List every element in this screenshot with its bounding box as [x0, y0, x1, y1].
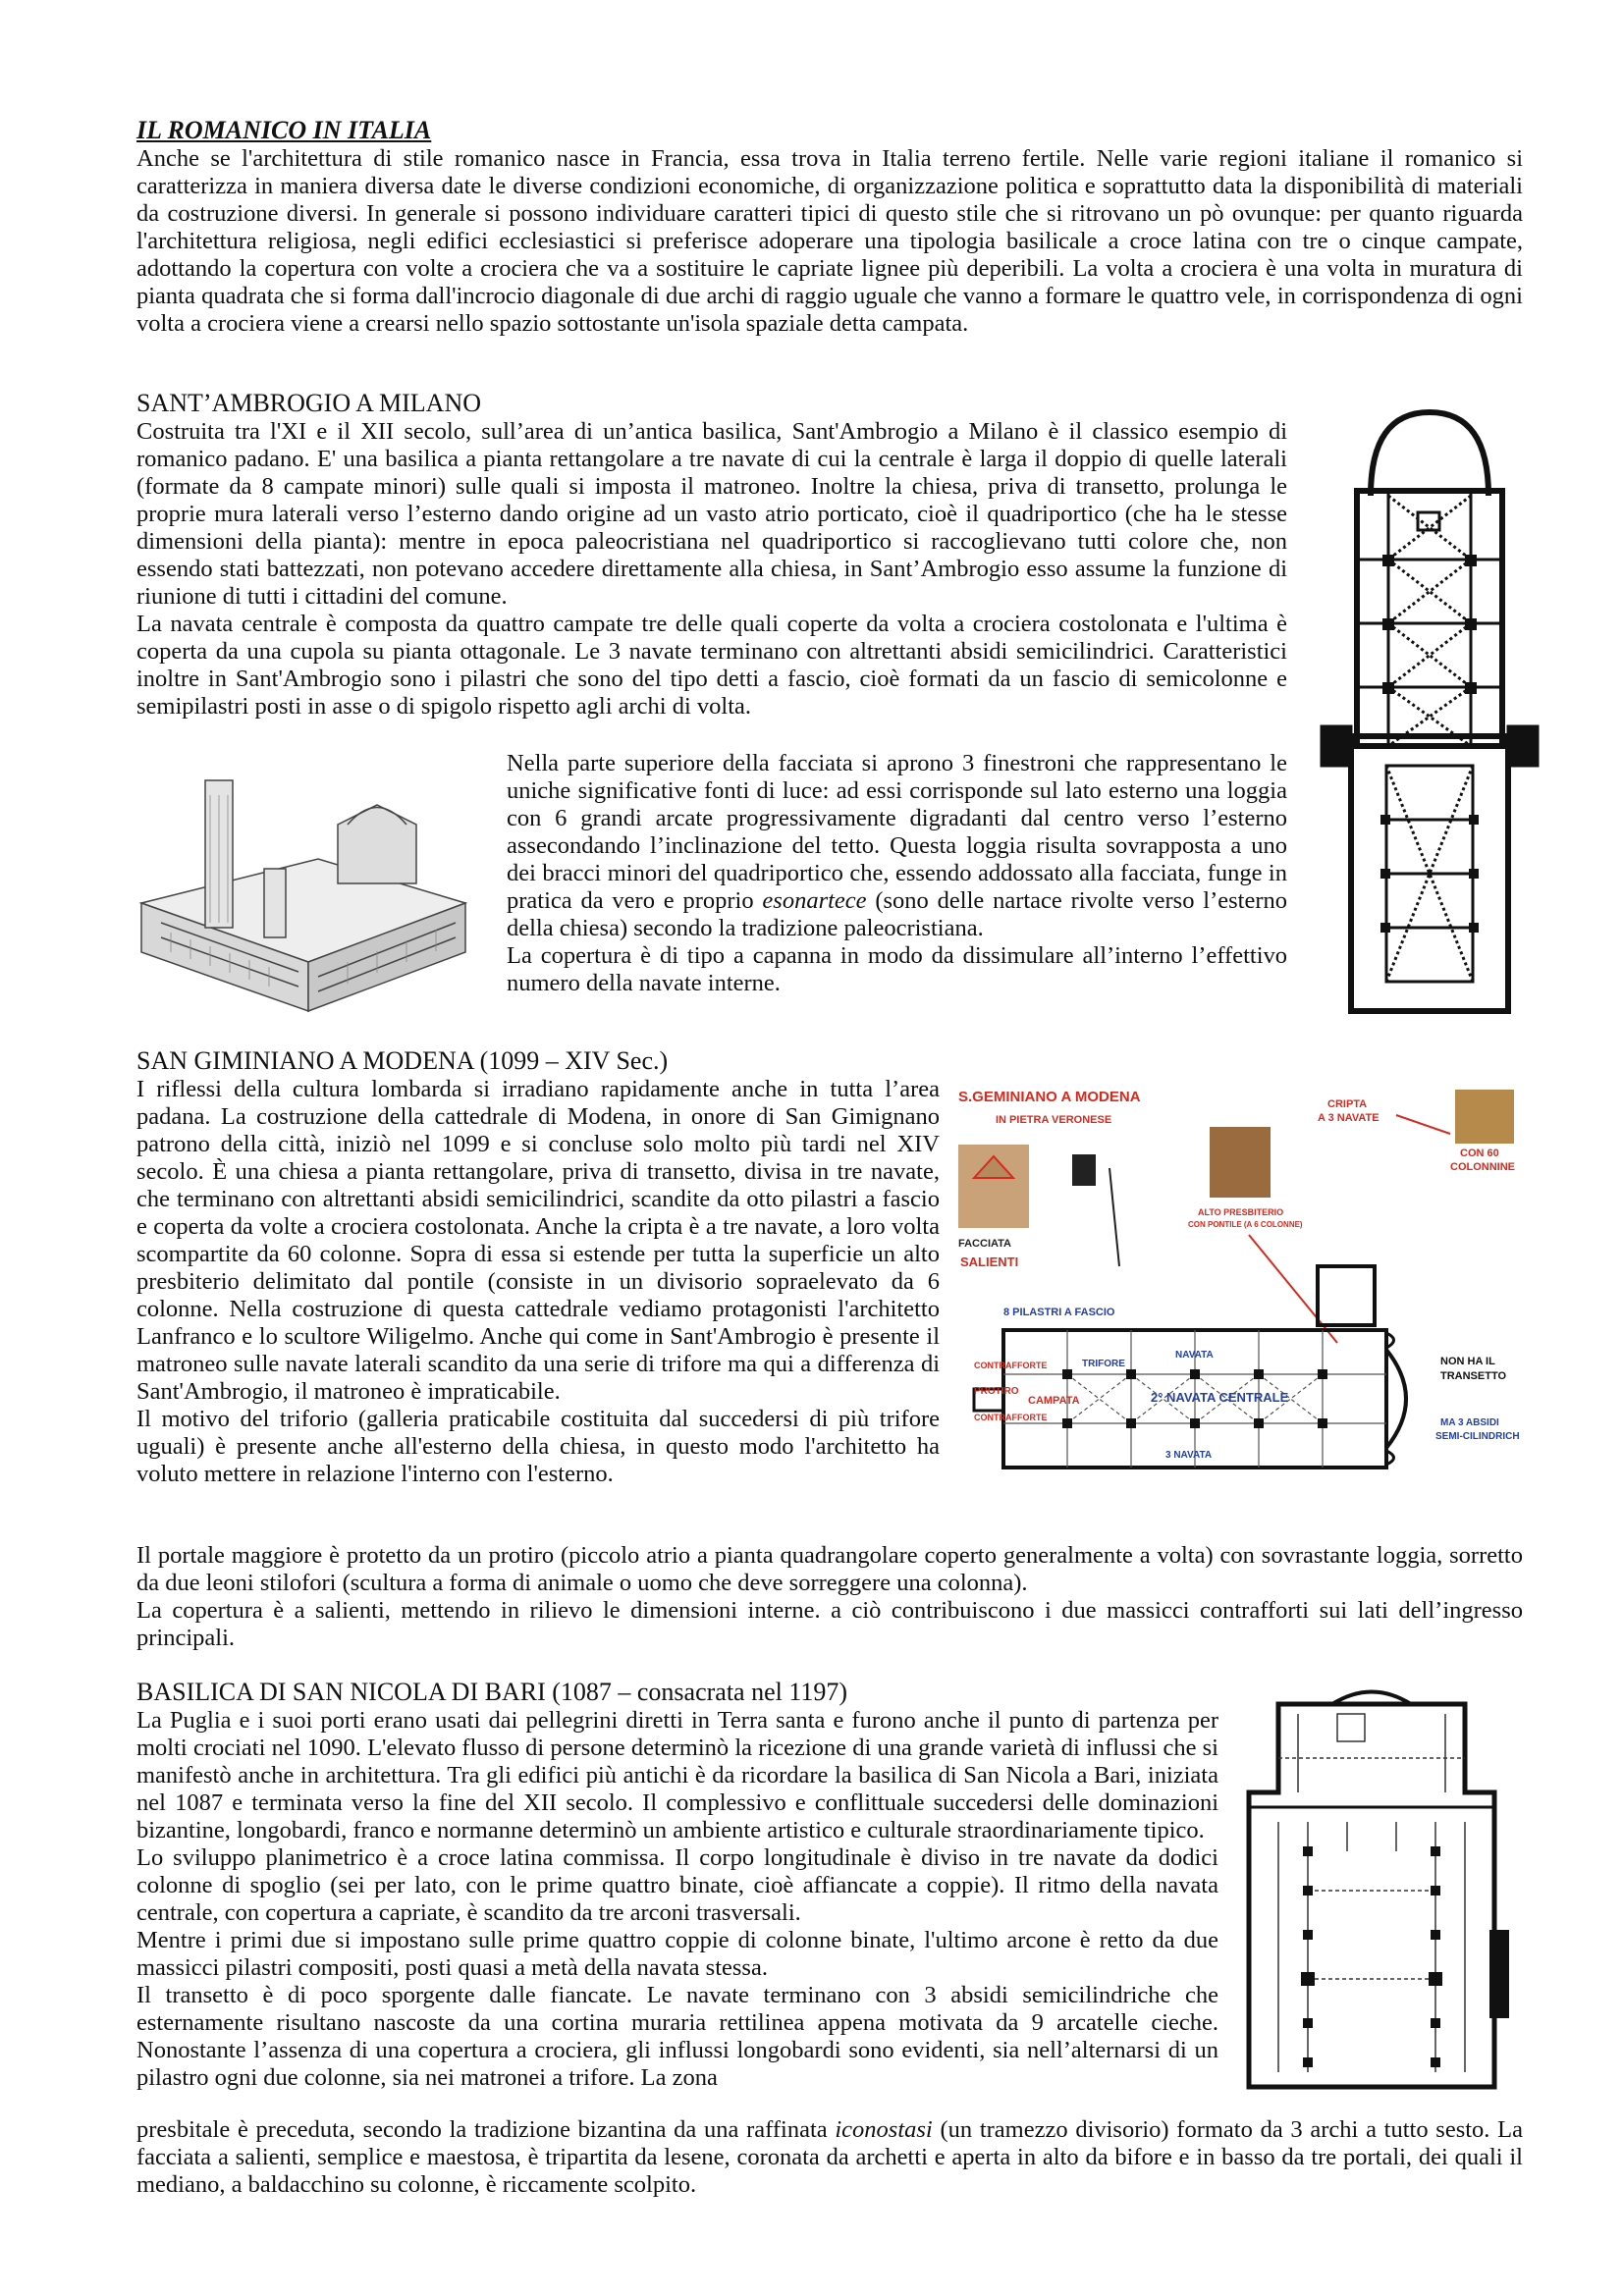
sculpture-photo [1072, 1154, 1096, 1186]
section-title: SANT’AMBROGIO A MILANO [136, 389, 482, 417]
fig-subtitle: IN PIETRA VERONESE [996, 1114, 1112, 1126]
section-title: IL ROMANICO IN ITALIA [136, 116, 432, 144]
label-absidi: MA 3 ABSIDI [1440, 1417, 1499, 1428]
presbytery-photo [1210, 1127, 1271, 1198]
santambrogio-plan-figure [1312, 402, 1547, 1019]
label-pilastri: 8 PILASTRI A FASCIO [1003, 1307, 1115, 1318]
label-transetto: TRANSETTO [1440, 1370, 1507, 1382]
label-navata-centrale: 2° NAVATA CENTRALE [1151, 1390, 1289, 1405]
paragraph: Mentre i primi due si impostano sulle prime quattro coppie di colonne binate, l'ultimo arcone è retto da due massicci pilastri compositi, posti quasi a metà della navata stessa. [136, 1927, 1218, 1981]
label-colonnine: COLONNINE [1450, 1161, 1515, 1173]
crypt-photo [1455, 1090, 1514, 1144]
section-modena [136, 1046, 940, 1488]
section-romanico-italia [136, 116, 1523, 338]
floor-plan-drawing [1239, 1684, 1518, 2097]
section-santambrogio [136, 389, 1287, 721]
paragraph: presbitale è preceduta, secondo la tradizione bizantina da una raffinata iconostasi (un tramezzo divisorio) formato da 3 archi a tutto sesto. La facciata a salienti, semplice e maestosa, è tripartita da lesene, coronata da archetti e aperta in alto da bifore e in basso da tre portali, dei quali il mediano, a baldacchino su colonne, è riccamente scolpito. [136, 2116, 1523, 2198]
section-santambrogio-cont [507, 750, 1287, 997]
label-navata-1: NAVATA [1175, 1350, 1214, 1361]
section-modena-cont [136, 1542, 1523, 1652]
paragraph: Nella parte superiore della facciata si aprono 3 finestroni che rappresentano le uniche significative fonti di luce: ad essi corrisponde sul lato esterno una loggia con 6 grandi arcate progressivamente digradanti dal centro verso l’esterno assecondando l’inclinazione del tetto. Questa loggia risulta sovrapposta a uno dei bracci minori del quadriportico che, essendo addossato alla facciata, funge in pratica da vero e proprio esonartece (sono delle nartace rivolte verso l’esterno della chiesa) secondo la tradizione paleocristiana. [507, 750, 1287, 941]
section-title: SAN GIMINIANO A MODENA (1099 – XIV Sec.) [136, 1046, 669, 1075]
fig-title: S.GEMINIANO A MODENA [958, 1089, 1141, 1105]
label-alto: ALTO PRESBITERIO [1198, 1207, 1284, 1217]
paragraph: Il motivo del triforio (galleria praticabile costituita dal succedersi di più trifore uguali) è presente anche all'esterno della chiesa, in questo modo l'architetto ha voluto mettere in relazione l'interno con l'esterno. [136, 1406, 940, 1487]
paragraph: I riflessi della cultura lombarda si irradiano rapidamente anche in tutta l’area padana. La costruzione della cattedrale di Modena, in onore di San Gimignano patrono della città, iniziò nel 1099 e si concluse solo molto più tardi nel XIV secolo. È una chiesa a pianta rettangolare, priva di transetto, divisa in tre navate, che terminano con altrettanti absidi semicilindrici, scandite da otto pilastri a fascio e coperta da volte a crociera costolonata. Anche la cripta è a tre navate, a loro volta scompartite da 60 colonne. Sopra di essa si estende per tutta la superficie un alto presbiterio delimitato dal pontile (consiste in un divisorio sopraelevato da 6 colonne. Nella costruzione di questa cattedrale vediamo protagonisti l'architetto Lanfranco e lo scultore Wiligelmo. Anche qui come in Sant'Ambrogio è presente il matroneo sulle navate laterali scandito da una serie di trifore ma qui a differenza di Sant'Ambrogio, il matroneo è impraticabile. [136, 1076, 940, 1405]
label-trifore: TRIFORE [1082, 1359, 1125, 1369]
paragraph: La copertura è di tipo a capanna in modo da dissimulare all’interno l’effettivo numero della navate interne. [507, 942, 1287, 996]
paragraph: La navata centrale è composta da quattro campate tre delle quali coperte da volta a crociera costolonata e l'ultima è coperta da una cupola su pianta ottagonale. Le 3 navate terminano con altrettanti absidi semicilindrici. Caratteristici inoltre in Sant'Ambrogio sono i pilastri che sono del tipo detti a fascio, cioè formati da un fascio di semicolonne e semipilastri posti in asse o di spigolo rispetto agli archi di volta. [136, 611, 1287, 720]
label-facciata: FACCIATA [958, 1238, 1011, 1250]
label-campata: CAMPATA [1028, 1395, 1080, 1407]
label-contrafforte-1: CONTRAFFORTE [974, 1361, 1048, 1370]
santambrogio-drawing-figure [112, 766, 483, 1021]
modena-plan-figure [954, 1080, 1524, 1531]
paragraph: Anche se l'architettura di stile romanico nasce in Francia, essa trova in Italia terreno fertile. Nelle varie regioni italiane il romanico si caratterizza in maniera diversa date le diverse condizioni economiche, di organizzazione politica e soprattutto data la disponibilità di materiali da costruzione diversi. In generale si possono individuare caratteri tipici di questo stile che si ritrovano un pò ovunque: per quanto riguarda l'architettura religiosa, negli edifici ecclesiastici si preferisce adoperare una tipologia basilicale a croce latina con tre o cinque campate, adottando la copertura con volte a crociera che va a sostituire le capriate lignee più deperibili. La volta a crociera è una volta in muratura di pianta quadrata che si forma dall'incrocio diagonale di due archi di raggio uguale che vanno a formare le quattro vele, in corrispondenza di ogni volta a crociera viene a crearsi nello spazio sottostante un'isola spaziale detta campata. [136, 145, 1523, 337]
label-non-ha: NON HA IL [1440, 1356, 1495, 1367]
floor-plan-drawing [1312, 402, 1547, 1019]
section-san-nicola [136, 1678, 1218, 2092]
paragraph: Lo sviluppo planimetrico è a croce latina commissa. Il corpo longitudinale è diviso in tre navate da dodici colonne di spoglio (sei per lato, con le prime quattro binate, cioè affiancate a coppie). Il ritmo della navata centrale, con copertura a capriate, è scandito da tre arconi trasversali. [136, 1844, 1218, 1926]
paragraph: Costruita tra l'XI e il XII secolo, sull’area di un’antica basilica, Sant'Ambrogio a Milano è il classico esempio di romanico padano. E' una basilica a pianta rettangolare a tre navate di cui la centrale è larga il doppio di quelle laterali (formate da 8 campate minori) sulle quali si imposta il matroneo. Inoltre la chiesa, priva di transetto, prolunga le proprie mura laterali verso l’esterno dando origine ad un vasto atrio porticato, cioè il quadriportico (che ha le stesse dimensioni della pianta): mentre in epoca paleocristiana nel quadriportico si raccoglievano tutti colore che, non essendo stati battezzati, non potevano accedere direttamente alla chiesa, in Sant’Ambrogio esso assume la funzione di riunione di tutti i cittadini del comune. [136, 418, 1287, 610]
paragraph: La Puglia e i suoi porti erano usati dai pellegrini diretti in Terra santa e furono anche il punto di partenza per molti crociati nel 1090. L'elevato flusso di persone determinò la ricezione di una grande varietà di influssi che si manifestò anche in architettura. Tra gli edifici più antichi è da ricordare la basilica di San Nicola a Bari, iniziata nel 1087 e terminata verso la fine del XII secolo. Il complessivo e conflittuale succedersi delle dominazioni bizantine, longobardi, franco e normanne determinò un ambiente artistico e culturale straordinariamente tipico. [136, 1707, 1218, 1843]
label-colonne: CON 60 [1460, 1148, 1499, 1159]
building-sketch [112, 766, 483, 1021]
paragraph: Il transetto è di poco sporgente dalle fiancate. Le navate terminano con 3 absidi semicilindriche che esternamente risultano nascoste da una cortina muraria rettilinea appena motivata da 9 arcatelle cieche. Nonostante l’assenza di una copertura a crociera, gli influssi longobardi sono evidenti, sia nell’alternarsi di un pilastro ogni due colonne, sia nei matronei a trifore. La zona [136, 1982, 1218, 2091]
label-protiro: PROTIRO [974, 1386, 1019, 1397]
section-title: BASILICA DI SAN NICOLA DI BARI (1087 – consacrata nel 1197) [136, 1678, 848, 1706]
san-nicola-plan-figure [1239, 1684, 1518, 2097]
label-salienti: SALIENTI [960, 1255, 1019, 1269]
label-pontile: CON PONTILE (A 6 COLONNE) [1188, 1220, 1303, 1229]
label-navata-3: 3 NAVATA [1165, 1450, 1213, 1461]
section-san-nicola-cont [136, 2116, 1523, 2199]
paragraph: La copertura è a salienti, mettendo in rilievo le dimensioni interne. a ciò contribuiscono i due massicci contrafforti sui lati dell’ingresso principali. [136, 1597, 1523, 1651]
annotated-floor-plan [954, 1080, 1524, 1531]
paragraph: Il portale maggiore è protetto da un protiro (piccolo atrio a pianta quadrangolare coperto generalmente a volta) con sovrastante loggia, sorretto da due leoni stilofori (scultura a forma di animale o uomo che deve sorreggere una colonna). [136, 1542, 1523, 1596]
label-contrafforte-2: CONTRAFFORTE [974, 1413, 1048, 1422]
label-semicilindrici: SEMI-CILINDRICH [1435, 1431, 1520, 1442]
label-cripta-navate: A 3 NAVATE [1318, 1112, 1380, 1124]
label-cripta: CRIPTA [1327, 1098, 1368, 1110]
